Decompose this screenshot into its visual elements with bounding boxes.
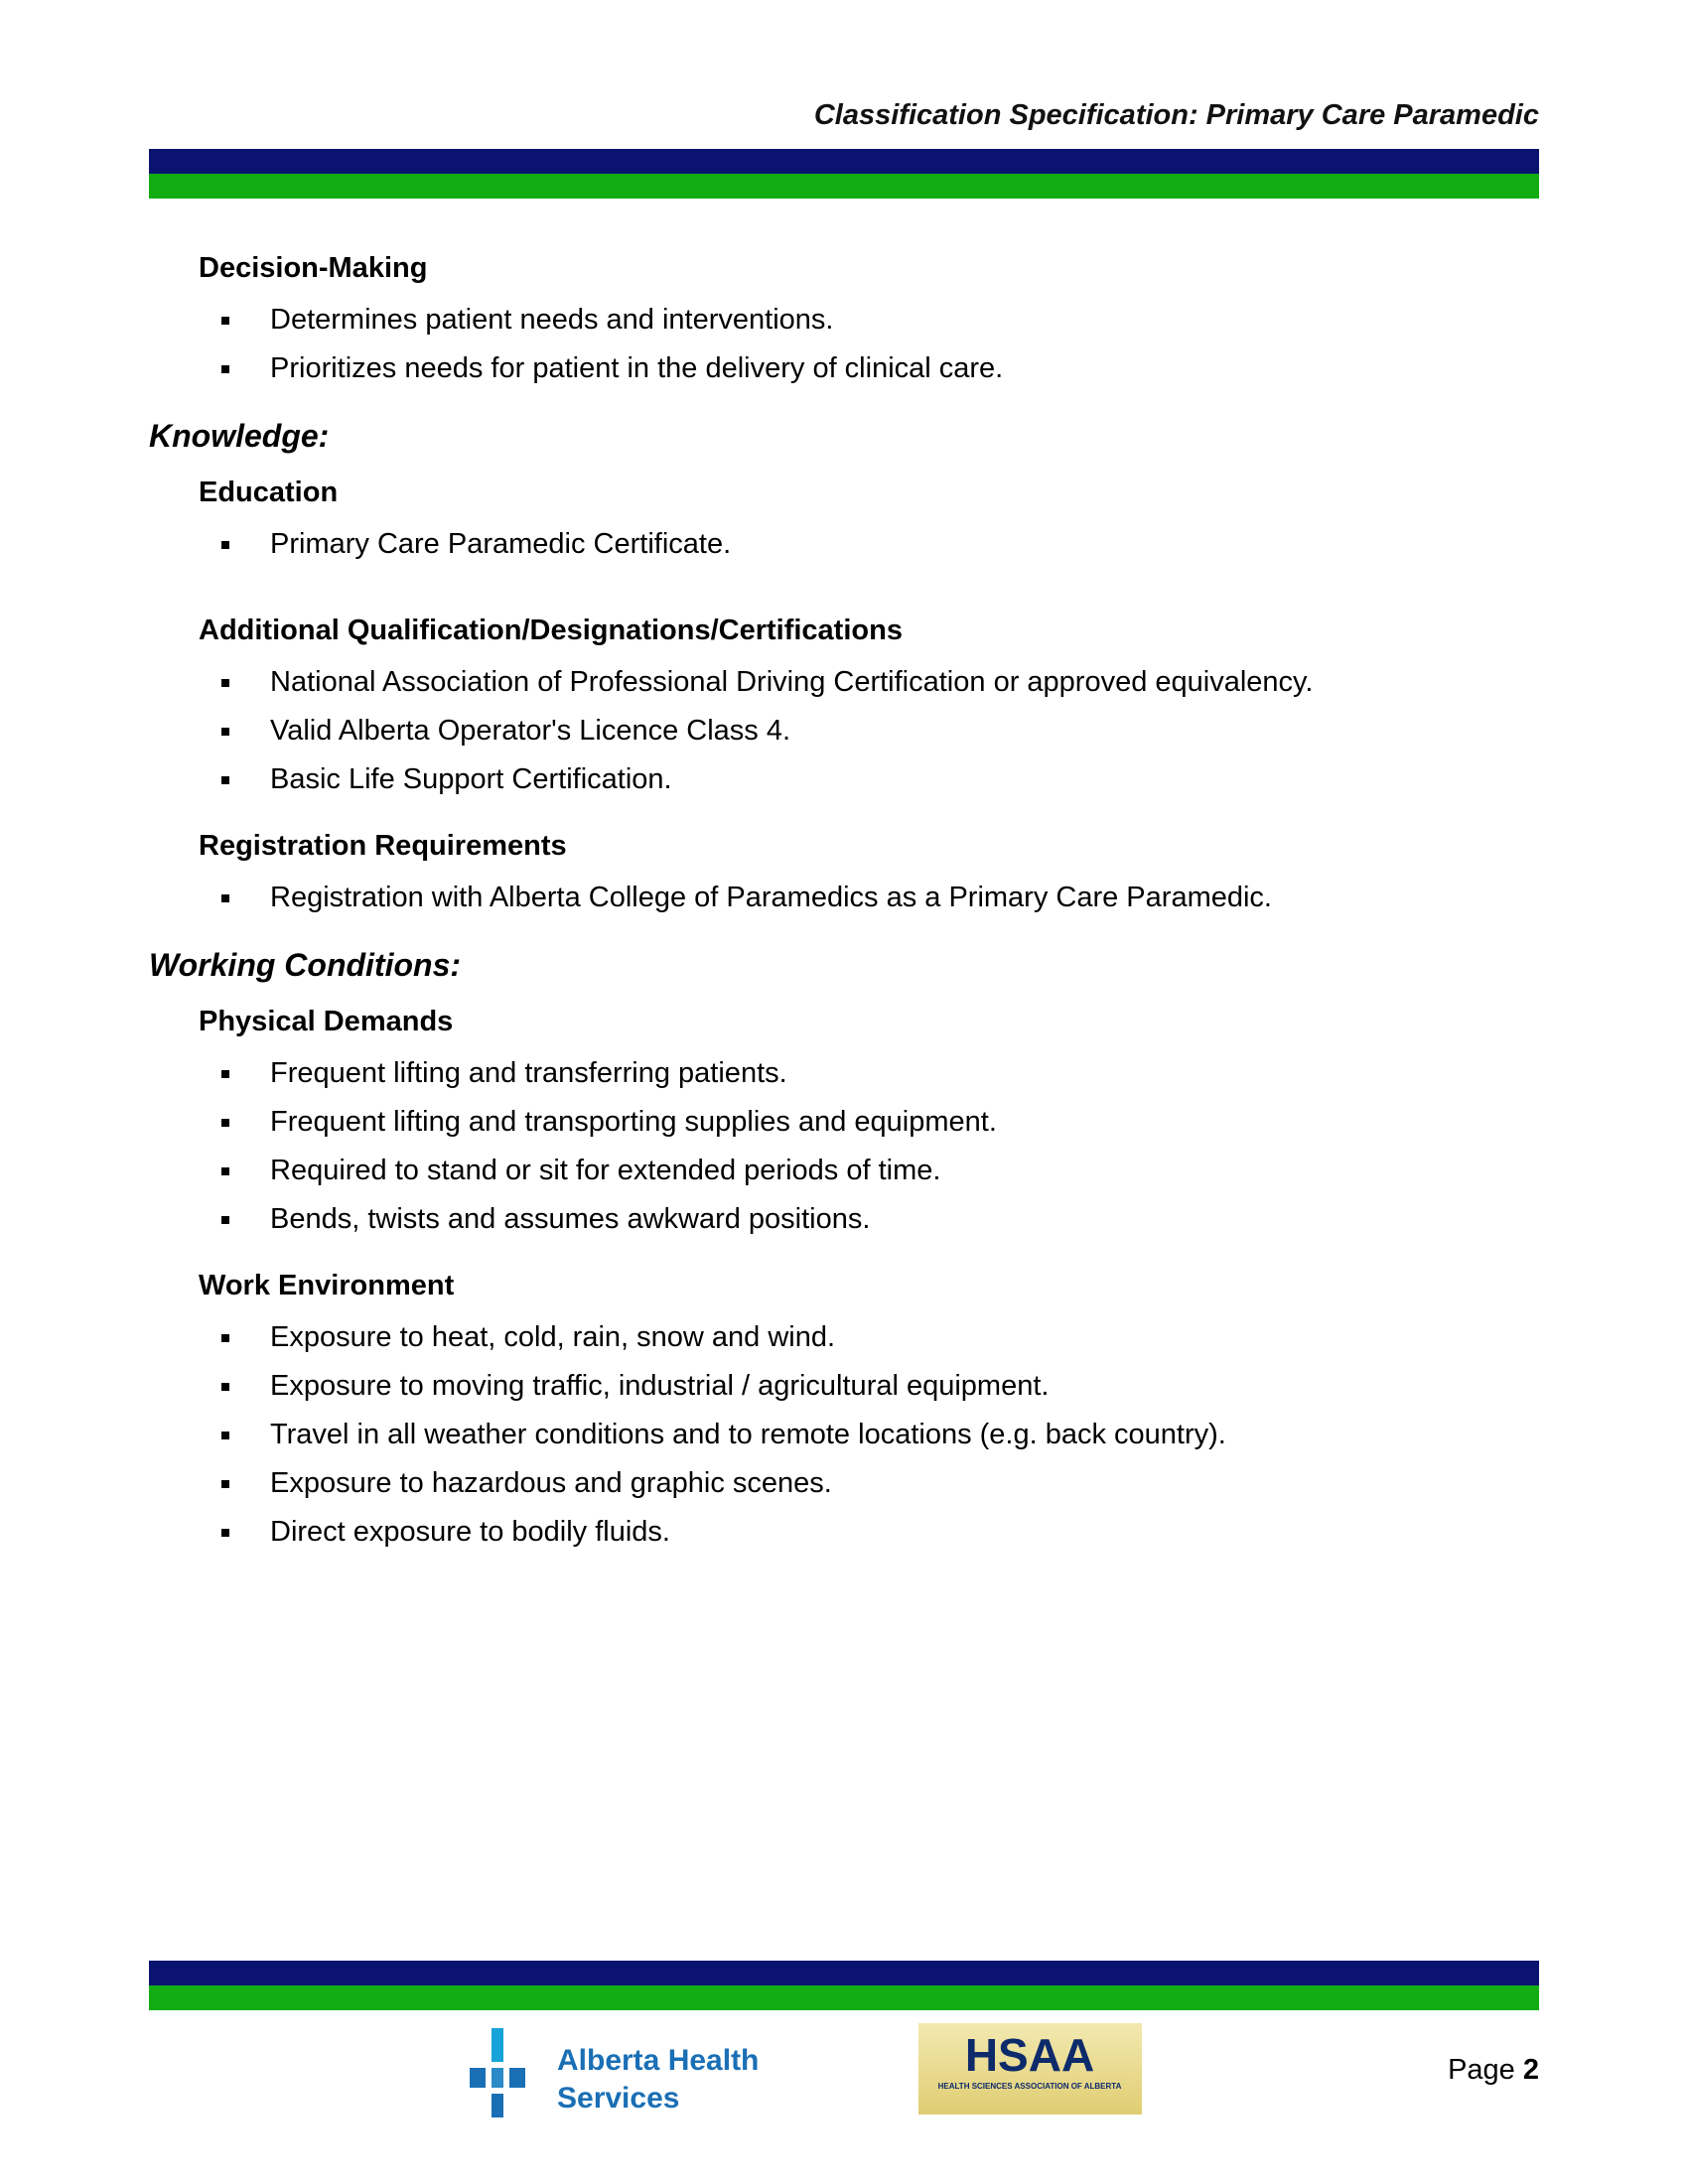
working-conditions-heading: Working Conditions: bbox=[149, 946, 462, 983]
page-header-title: Classification Specification: Primary Care Paramedic bbox=[813, 99, 1539, 131]
work-environment-list bbox=[199, 1313, 1539, 1557]
list-item: Valid Alberta Operator's Licence Class 4. bbox=[199, 707, 1539, 755]
document-body bbox=[149, 240, 1539, 1570]
hsaa-logo-tagline: HEALTH SCIENCES ASSOCIATION OF ALBERTA bbox=[937, 2082, 1122, 2091]
registration-requirements-list bbox=[199, 874, 1539, 922]
list-item: Frequent lifting and transferring patients. bbox=[199, 1049, 1539, 1098]
list-item: Direct exposure to bodily fluids. bbox=[199, 1508, 1539, 1557]
education-list bbox=[199, 520, 1539, 569]
knowledge-section bbox=[199, 465, 1539, 922]
ahs-logo-line1: Alberta Health bbox=[557, 2044, 760, 2077]
decision-making-section bbox=[199, 240, 1539, 393]
header-stripe-navy bbox=[149, 149, 1539, 174]
list-item: Exposure to heat, cold, rain, snow and wind. bbox=[199, 1313, 1539, 1362]
physical-demands-list bbox=[199, 1049, 1539, 1244]
list-item: Basic Life Support Certification. bbox=[199, 755, 1539, 804]
additional-qualifications-heading: Additional Qualification/Designations/Certifications bbox=[199, 614, 903, 646]
list-item: Exposure to moving traffic, industrial / agricultural equipment. bbox=[199, 1362, 1539, 1411]
header-stripe-green bbox=[149, 174, 1539, 199]
education-heading: Education bbox=[199, 476, 339, 508]
footer-stripe-navy bbox=[149, 1961, 1539, 1985]
knowledge-heading: Knowledge: bbox=[149, 417, 330, 454]
page-number-value: 2 bbox=[1522, 2054, 1539, 2086]
list-item: National Association of Professional Driving Certification or approved equivalency. bbox=[199, 658, 1539, 707]
list-item: Required to stand or sit for extended periods of time. bbox=[199, 1147, 1539, 1195]
work-environment-heading: Work Environment bbox=[199, 1269, 455, 1301]
footer-stripe-green bbox=[149, 1985, 1539, 2010]
hsaa-logo-text: HSAA bbox=[964, 2029, 1095, 2081]
registration-requirements-heading: Registration Requirements bbox=[199, 829, 567, 862]
working-conditions-section bbox=[199, 994, 1539, 1557]
additional-qualifications-list bbox=[199, 658, 1539, 804]
alberta-health-services-logo bbox=[470, 2028, 760, 2117]
page-number bbox=[1448, 2054, 1539, 2087]
list-item: Frequent lifting and transporting supplies and equipment. bbox=[199, 1098, 1539, 1147]
list-item: Determines patient needs and interventions. bbox=[199, 296, 1539, 344]
decision-making-list bbox=[199, 296, 1539, 393]
list-item: Travel in all weather conditions and to remote locations (e.g. back country). bbox=[199, 1411, 1539, 1459]
ahs-logo-line2: Services bbox=[557, 2082, 680, 2115]
list-item: Prioritizes needs for patient in the delivery of clinical care. bbox=[199, 344, 1539, 393]
list-item: Bends, twists and assumes awkward positions. bbox=[199, 1195, 1539, 1244]
list-item: Registration with Alberta College of Paramedics as a Primary Care Paramedic. bbox=[199, 874, 1539, 922]
hsaa-logo bbox=[918, 2023, 1142, 2115]
footer-logos bbox=[0, 2023, 1688, 2132]
physical-demands-heading: Physical Demands bbox=[199, 1005, 454, 1037]
list-item: Exposure to hazardous and graphic scenes. bbox=[199, 1459, 1539, 1508]
page-label: Page bbox=[1448, 2054, 1515, 2086]
list-item: Primary Care Paramedic Certificate. bbox=[199, 520, 1539, 569]
decision-making-heading: Decision-Making bbox=[199, 251, 428, 284]
